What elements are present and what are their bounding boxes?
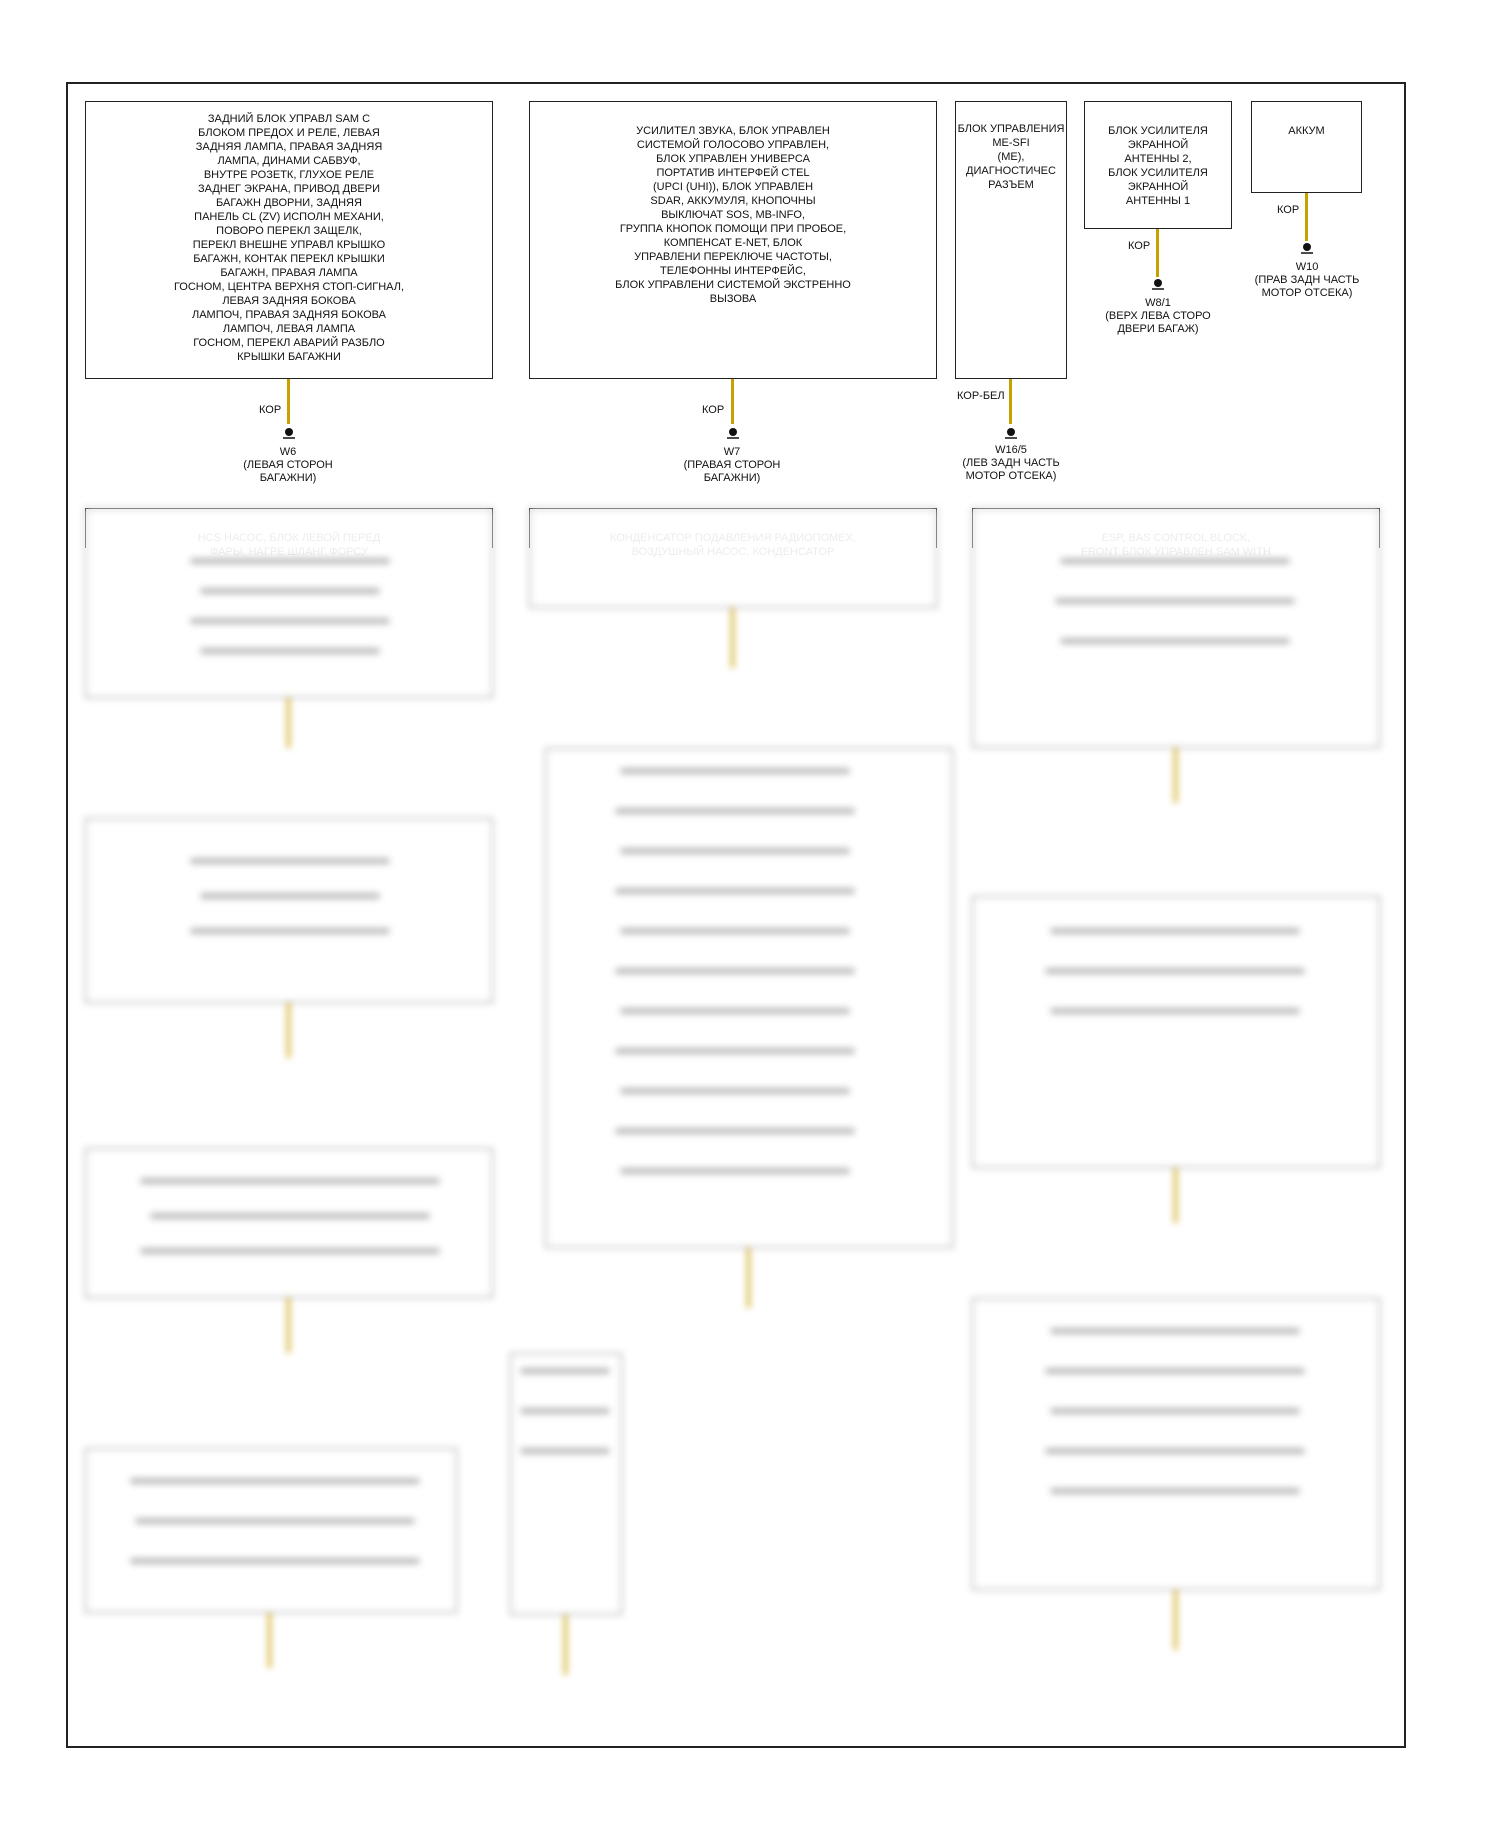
ground-symbol-icon [1004,428,1018,440]
blurred-text [140,1178,440,1184]
blurred-text [520,1408,610,1414]
blurred-text [1050,1328,1300,1334]
blurred-box [972,508,1380,748]
blurred-text [1045,968,1305,974]
wire-battery [1305,193,1308,241]
blurred-text [615,888,855,894]
blurred-text [190,928,390,934]
blurred-wire [287,1003,290,1058]
ground-label-w7: W7 (ПРАВАЯ СТОРОН БАГАЖНИ) [683,446,781,484]
blurred-box [972,1298,1380,1590]
blurred-text [1055,598,1295,604]
blurred-wire [287,1298,290,1353]
wire-label-battery: КОР [1277,204,1300,216]
blurred-wire [1174,1168,1177,1223]
component-text-battery: АККУМ [1288,125,1325,137]
blurred-text [1045,1368,1305,1374]
blurred-text [1045,1448,1305,1454]
blurred-box [972,896,1380,1168]
blurred-box [85,1148,493,1298]
blurred-text [615,1048,855,1054]
component-box-amp [529,101,937,379]
wire-me [1009,379,1012,424]
blurred-text [190,858,390,864]
blurred-text [150,1213,430,1219]
blurred-box [85,508,493,698]
blurred-text [620,848,850,854]
wire-sam [287,379,290,424]
blurred-text [620,1088,850,1094]
blurred-box [510,1353,622,1615]
blurred-text [1060,638,1290,644]
component-box-antenna [1084,101,1232,229]
ground-symbol-icon [1300,243,1314,255]
blurred-text [190,618,390,624]
ground-label-w10: W10 (ПРАВ ЗАДН ЧАСТЬ МОТОР ОТСЕКА) [1254,261,1360,299]
wire-label-antenna: КОР [1128,240,1151,252]
blurred-box [529,508,937,608]
blurred-text [520,1368,610,1374]
ground-label-w6: W6 (ЛЕВАЯ СТОРОН БАГАЖНИ) [243,446,333,484]
wire-label-amp: КОР [702,404,725,416]
blurred-text [1060,558,1290,564]
blurred-wire [564,1615,567,1675]
wire-antenna [1156,229,1159,277]
blurred-box [85,818,493,1003]
blurred-text [615,1128,855,1134]
blurred-text [200,588,380,594]
blurred-text [520,1448,610,1454]
blurred-text [200,893,380,899]
ground-label-w8-1: W8/1 (ВЕРХ ЛЕВА СТОРО ДВЕРИ БАГАЖ) [1105,297,1211,335]
blurred-wire [268,1613,271,1668]
blurred-wire [1174,748,1177,803]
blurred-text [1050,928,1300,934]
blurred-diagram-region [60,548,1420,1758]
ground-symbol-icon [726,428,740,440]
blurred-text [1050,1488,1300,1494]
blurred-wire [731,608,734,668]
component-text-amp: УСИЛИТЕЛ ЗВУКА, БЛОК УПРАВЛЕН СИСТЕМОЙ ГОЛОСОВО УПРАВЛЕН, БЛОК УПРАВЛЕН УНИВЕРСА ПОРТАТИВ ИНТЕРФЕЙ CTEL (UPCI (UHI)), БЛОК УПРАВЛЕН SDAR, АККУМУЛЯ, КНОПОЧНЫ ВЫКЛЮЧАТ SOS, MB-INFO, ГРУППА КНОПОК ПОМОЩИ ПРИ ПРОБОЕ, КОМПЕНСАТ E-NET, БЛОК УПРАВЛЕНИ ПЕРЕКЛЮЧЕ ЧАСТОТЫ, ТЕЛЕФОННЫ ИНТЕРФЕЙС, БЛОК УПРАВЛЕНИ СИСТЕМОЙ ЭКСТРЕННО ВЫЗОВА [615,125,851,305]
component-box-sam [85,101,493,379]
component-text-sam: ЗАДНИЙ БЛОК УПРАВЛ SAM С БЛОКОМ ПРЕДОХ И РЕЛЕ, ЛЕВАЯ ЗАДНЯЯ ЛАМПА, ПРАВАЯ ЗАДНЯЯ ЛАМПА, ДИНАМИ САБВУФ, ВНУТРЕ РОЗЕТК, ГЛУХОЕ РЕЛЕ ЗАДНЕГ ЭКРАНА, ПРИВОД ДВЕРИ БАГАЖН ДВОРНИ, ЗАДНЯЯ ПАНЕЛЬ CL (ZV) ИСПОЛН МЕХАНИ, ПОВОРО ПЕРЕКЛ ЗАЩЕЛК, ПЕРЕКЛ ВНЕШНЕ УПРАВЛ КРЫШКО БАГАЖН, КОНТАК ПЕРЕКЛ КРЫШКИ БАГАЖН, ПРАВАЯ ЛАМПА ГОСНОМ, ЦЕНТРА ВЕРХНЯ СТОП-СИГНАЛ, ЛЕВАЯ ЗАДНЯЯ БОКОВА ЛАМПОЧ, ПРАВАЯ ЗАДНЯЯ БОКОВА ЛАМПОЧ, ЛЕВАЯ ЛАМПА ГОСНОМ, ПЕРЕКЛ АВАРИЙ РАЗБЛО КРЫШКИ БАГАЖНИ [173,113,405,363]
blurred-text [140,1248,440,1254]
blurred-text [615,808,855,814]
blurred-text [615,968,855,974]
blurred-wire [287,698,290,748]
blurred-wire [747,1248,750,1308]
blurred-text [620,1168,850,1174]
ground-symbol-icon [1151,279,1165,291]
blurred-text [1050,1408,1300,1414]
blurred-text [130,1478,420,1484]
component-text-antenna: БЛОК УСИЛИТЕЛЯ ЭКРАННОЙ АНТЕННЫ 2, БЛОК УСИЛИТЕЛЯ ЭКРАННОЙ АНТЕННЫ 1 [1108,125,1208,207]
blurred-text [620,768,850,774]
ground-label-w16-5: W16/5 (ЛЕВ ЗАДН ЧАСТЬ МОТОР ОТСЕКА) [962,444,1060,482]
component-text-me: БЛОК УПРАВЛЕНИЯ ME-SFI (ME), ДИАГНОСТИЧЕС РАЗЪЕМ [957,123,1065,191]
blurred-text [620,1008,850,1014]
wire-label-me: КОР-БЕЛ [957,390,1005,402]
blurred-text [1050,1008,1300,1014]
wire-amp [731,379,734,424]
component-box-me [955,101,1067,379]
blurred-text [190,558,390,564]
blurred-text [135,1518,415,1524]
blurred-wire [1174,1590,1177,1650]
wire-label-sam: КОР [259,404,282,416]
blurred-box [85,1448,457,1613]
component-box-battery [1251,101,1362,193]
blurred-text [130,1558,420,1564]
ground-symbol-icon [282,428,296,440]
blurred-text [620,928,850,934]
blurred-text [200,648,380,654]
